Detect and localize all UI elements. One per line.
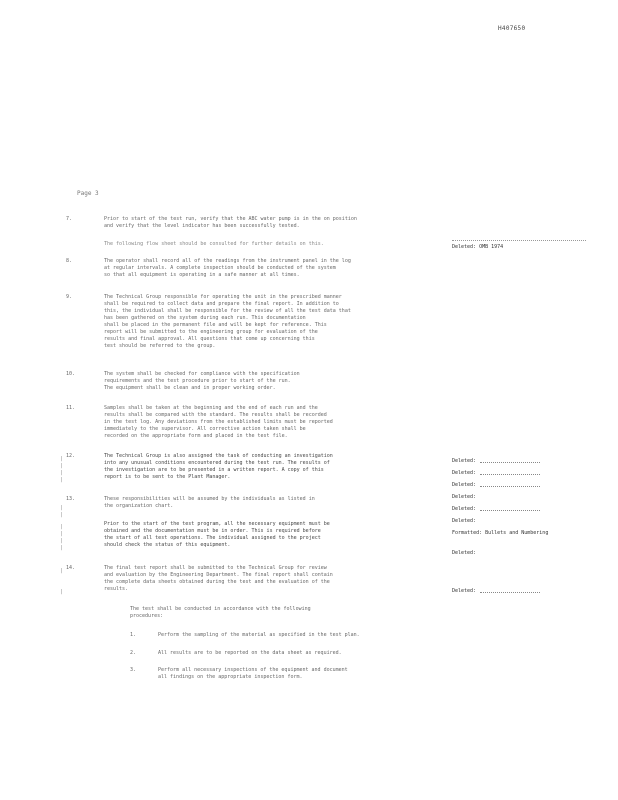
paragraph-12 [66, 453, 426, 481]
paragraph-text: The operator shall record all of the readings from the instrument panel in the log at regular intervals. A complete inspection should be conducted of the system so that all equipment is operating in a safe manner at all times. [104, 258, 351, 278]
margin-comment-label: Deleted: [452, 588, 477, 594]
list-item [130, 632, 420, 639]
paragraph-7 [66, 216, 426, 230]
margin-comment-label: Deleted: [452, 518, 477, 524]
paragraph-13-continued [66, 521, 426, 549]
paragraph-text: Prior to start of the test run, verify that the ABC water pump is in the on position and verify that the level indicator has been successfully tested. [104, 216, 357, 229]
margin-comment[interactable] [452, 494, 592, 501]
document-id: H407650 [498, 25, 526, 32]
margin-comment-label: Formatted: Bullets and Numbering [452, 530, 549, 536]
change-bar: | [60, 477, 64, 483]
paragraph-text: These responsibilities will be assumed by the individuals as listed in the organization chart. [104, 496, 315, 509]
list-item-text: Perform the sampling of the material as specified in the test plan. [158, 632, 360, 638]
margin-comment-label: Deleted: [452, 458, 477, 464]
paragraph-number: 8. [66, 258, 73, 264]
comment-leader-line [480, 470, 540, 475]
paragraph-number: 13. [66, 496, 76, 502]
list-item [130, 667, 420, 681]
list-item-number: 1. [130, 632, 137, 638]
margin-comment[interactable] [452, 482, 592, 489]
paragraph-number: 9. [66, 294, 73, 300]
paragraph-8 [66, 258, 426, 279]
margin-comment[interactable] [452, 518, 592, 525]
list-item-text: All results are to be reported on the data sheet as required. [158, 650, 342, 656]
comment-leader-line [480, 482, 540, 487]
change-bar: | [60, 568, 64, 574]
change-bar: | [60, 524, 64, 530]
margin-comment-label: Deleted: OMB 1974 [452, 244, 504, 250]
list-item-text: Perform all necessary inspections of the equipment and document all findings on the appropriate inspection form. [158, 667, 348, 680]
paragraph-text: Prior to the start of the test program, all the necessary equipment must be obtained and the documentation must be in order. This is required before the start of all test operations. The individual assigned to the project should check the status of this equipment. [104, 521, 330, 548]
comment-margin-rule [452, 240, 586, 241]
paragraph-14 [66, 565, 426, 593]
margin-comment-label: Deleted: [452, 550, 477, 556]
margin-comment[interactable] [452, 470, 592, 477]
paragraph-text: The system shall be checked for compliance with the specification requirements and the test procedure prior to start of the run. The equipment shall be clean and in proper working order. [104, 371, 300, 391]
paragraph-number: 12. [66, 453, 76, 459]
paragraph-7-note [66, 241, 426, 248]
list-item-number: 2. [130, 650, 137, 656]
list-intro: The test shall be conducted in accordance with the following procedures: [130, 606, 311, 619]
margin-comment[interactable] [452, 530, 592, 537]
paragraph-10 [66, 371, 426, 392]
list-item-number: 3. [130, 667, 137, 673]
paragraph-number: 11. [66, 405, 76, 411]
change-bar: | [60, 531, 64, 537]
margin-comment-label: Deleted: [452, 506, 477, 512]
margin-comment-label: Deleted: [452, 482, 477, 488]
margin-comment[interactable] [452, 506, 592, 513]
paragraph-number: 14. [66, 565, 76, 571]
paragraph-text: The Technical Group is also assigned the task of conducting an investigation into any unusual conditions encountered during the test run. The results of the investigation are to be presented in a written report. A copy of this report is to be sent to the Plant Manager. [104, 453, 333, 480]
margin-comment-label: Deleted: [452, 494, 477, 500]
comment-leader-line [480, 506, 540, 511]
change-bar: | [60, 512, 64, 518]
margin-comment[interactable] [452, 550, 592, 557]
comment-leader-line [480, 458, 540, 463]
paragraph-number: 7. [66, 216, 73, 222]
paragraph-11 [66, 405, 426, 440]
change-bar: | [60, 505, 64, 511]
paragraph-text: The Technical Group responsible for operating the unit in the prescribed manner shall be required to collect data and prepare the final report. In addition to this, the individual shall be responsible for the review of all the test data that has been gathered on the system during each run. This documentation shall be placed in the permanent file and will be kept for reference. This report will be submitted to the engineering group for evaluation of the results and final approval. All questions that come up concerning this test should be referred to the group. [104, 294, 351, 349]
change-bar: | [60, 456, 64, 462]
margin-comment[interactable] [452, 588, 592, 595]
paragraph-9 [66, 294, 426, 350]
paragraph-text: Samples shall be taken at the beginning and the end of each run and the results shall be compared with the standard. The results shall be recorded in the test log. Any deviations from the established limits must be reported immediately to the supervisor. All corrective action taken shall be recorded on the appropriate form and placed in the test file. [104, 405, 333, 439]
change-bar: | [60, 545, 64, 551]
paragraph-text: The final test report shall be submitted to the Technical Group for review and evaluation by the Engineering Department. The final report shall contain the complete data sheets obtained during the test and the evaluation of the results. [104, 565, 333, 592]
change-bar: | [60, 463, 64, 469]
paragraph-number: 10. [66, 371, 76, 377]
list-item [130, 650, 420, 657]
paragraph-13 [66, 496, 426, 510]
margin-comment[interactable] [452, 458, 592, 465]
change-bar: | [60, 589, 64, 595]
change-bar: | [60, 538, 64, 544]
comment-leader-line [480, 588, 540, 593]
change-bar: | [60, 470, 64, 476]
margin-comment-label: Deleted: [452, 470, 477, 476]
paragraph-text: The following flow sheet should be consulted for further details on this. [104, 241, 324, 247]
page-number-label: Page 3 [77, 190, 99, 197]
margin-comment[interactable] [452, 244, 592, 251]
